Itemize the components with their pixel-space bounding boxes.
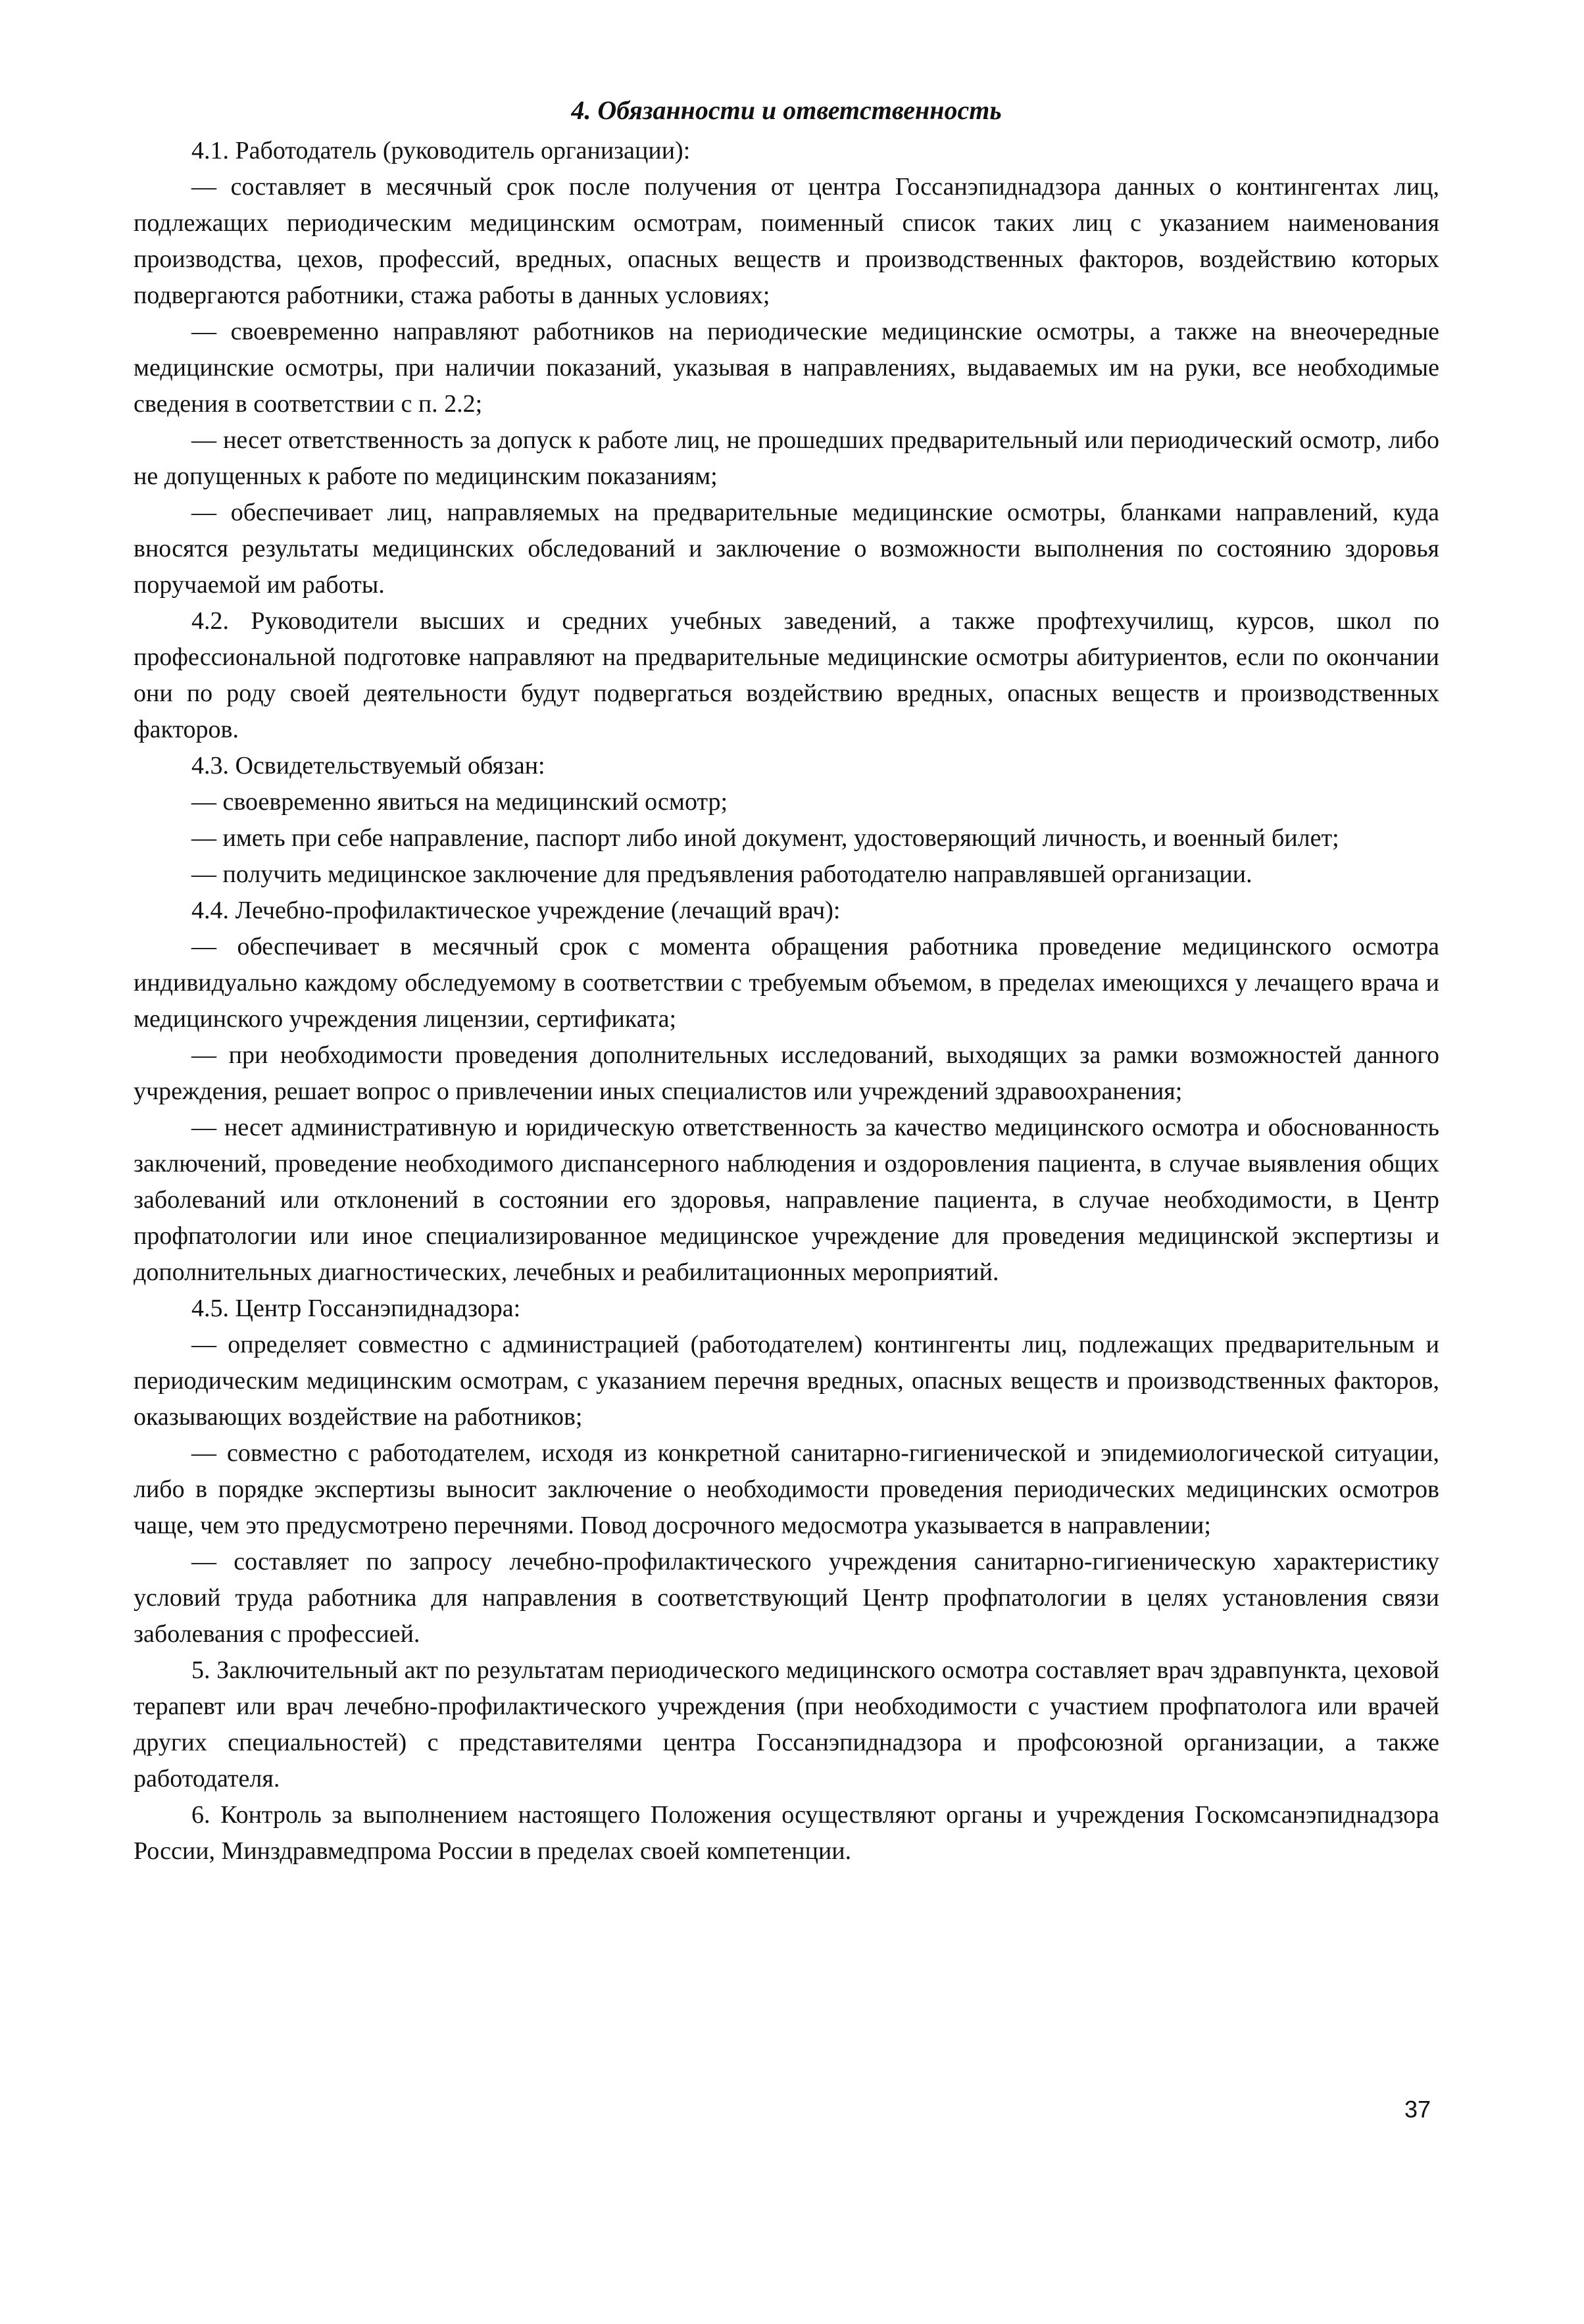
paragraph-4-4-item-1: — обеспечивает в месячный срок с момента обращения работника проведение медицинского осмотра индивидуально каждому обследуемому в соответствии с требуемым объемом, в пределах имеющихся у лечащего врача и медицинского учреждения лицензии, сертификата; xyxy=(134,933,1439,1033)
paragraph-4-5-item-3: — составляет по запросу лечебно-профилактического учреждения санитарно-гигиеническую характеристику условий труда работника для направления в соответствующий Центр профпатологии в целях установления связи заболевания с профессией. xyxy=(134,1548,1439,1648)
paragraph-5: 5. Заключительный акт по результатам периодического медицинского осмотра составляет врач здравпункта, цеховой терапевт или врач лечебно-профилактического учреждения (при необходимости с участием профпатолога или врачей других специальностей) с представителями центра Госсанэпиднадзора и профсоюзной организации, а также работодателя. xyxy=(134,1656,1439,1792)
paragraph-4-3-item-1: — своевременно явиться на медицинский осмотр; xyxy=(191,788,728,816)
paragraph-4-4: 4.4. Лечебно-профилактическое учреждение (лечащий врач): xyxy=(191,897,841,924)
paragraph-4-1-item-3: — несет ответственность за допуск к работе лиц, не прошедших предварительный или периодический осмотр, либо не допущенных к работе по медицинским показаниям; xyxy=(134,426,1439,490)
paragraph-4-5-item-2: — совместно с работодателем, исходя из конкретной санитарно-гигиенической и эпидемиологической ситуации, либо в порядке экспертизы выносит заключение о необходимости проведения периодических медицинских осмотров чаще, чем это предусмотрено перечнями. Повод досрочного медосмотра указывается в направлении; xyxy=(134,1439,1439,1539)
document-body xyxy=(134,92,1439,1869)
paragraph-4-5-item-1: — определяет совместно с администрацией (работодателем) контингенты лиц, подлежащих предварительным и периодическим медицинским осмотрам, с указанием перечня вредных, опасных веществ и производственных факторов, оказывающих воздействие на работников; xyxy=(134,1331,1439,1431)
paragraph-4-3-item-3: — получить медицинское заключение для предъявления работодателю направлявшей организации. xyxy=(191,860,1252,888)
paragraph-4-4-item-3: — несет административную и юридическую ответственность за качество медицинского осмотра и обоснованность заключений, проведение необходимого диспансерного наблюдения и оздоровления пациента, в случае выявления общих заболеваний или отклонений в состоянии его здоровья, направление пациента, в случае необходимости, в Центр профпатологии или иное специализированное медицинское учреждение для проведения медицинской экспертизы и дополнительных диагностических, лечебных и реабилитационных мероприятий. xyxy=(134,1114,1439,1286)
paragraph-4-1-item-2: — своевременно направляют работников на периодические медицинские осмотры, а также на внеочередные медицинские осмотры, при наличии показаний, указывая в направлениях, выдаваемых им на руки, все необходимые сведения в соответствии с п. 2.2; xyxy=(134,318,1439,418)
paragraph-4-3-item-2: — иметь при себе направление, паспорт либо иной документ, удостоверяющий личность, и военный билет; xyxy=(191,824,1339,852)
paragraph-4-3: 4.3. Освидетельствуемый обязан: xyxy=(191,752,545,779)
paragraph-4-1-item-4: — обеспечивает лиц, направляемых на предварительные медицинские осмотры, бланками направлений, куда вносятся результаты медицинских обследований и заключение о возможности выполнения по состоянию здоровья поручаемой им работы. xyxy=(134,499,1439,599)
page-number: 37 xyxy=(1404,2096,1431,2123)
paragraph-4-1-item-1: — составляет в месячный срок после получения от центра Госсанэпиднадзора данных о контингентах лиц, подлежащих периодическим медицинским осмотрам, поименный список таких лиц с указанием наименования производства, цехов, профессий, вредных, опасных веществ и производственных факторов, воздействию которых подвергаются работники, стажа работы в данных условиях; xyxy=(134,173,1439,309)
paragraph-4-5: 4.5. Центр Госсанэпиднадзора: xyxy=(191,1295,521,1322)
paragraph-4-2: 4.2. Руководители высших и средних учебных заведений, а также профтехучилищ, курсов, школ по профессиональной подготовке направляют на предварительные медицинские осмотры абитуриентов, если по окончании они по роду своей деятельности будут подвергаться воздействию вредных, опасных веществ и производственных факторов. xyxy=(134,607,1439,743)
section-heading: 4. Обязанности и ответственность xyxy=(571,95,1002,125)
paragraph-4-1: 4.1. Работодатель (руководитель организации): xyxy=(191,137,691,164)
paragraph-4-4-item-2: — при необходимости проведения дополнительных исследований, выходящих за рамки возможностей данного учреждения, решает вопрос о привлечении иных специалистов или учреждений здравоохранения; xyxy=(134,1041,1439,1105)
paragraph-6: 6. Контроль за выполнением настоящего Положения осуществляют органы и учреждения Госкомсанэпиднадзора России, Минздравмедпрома России в пределах своей компетенции. xyxy=(134,1801,1439,1865)
